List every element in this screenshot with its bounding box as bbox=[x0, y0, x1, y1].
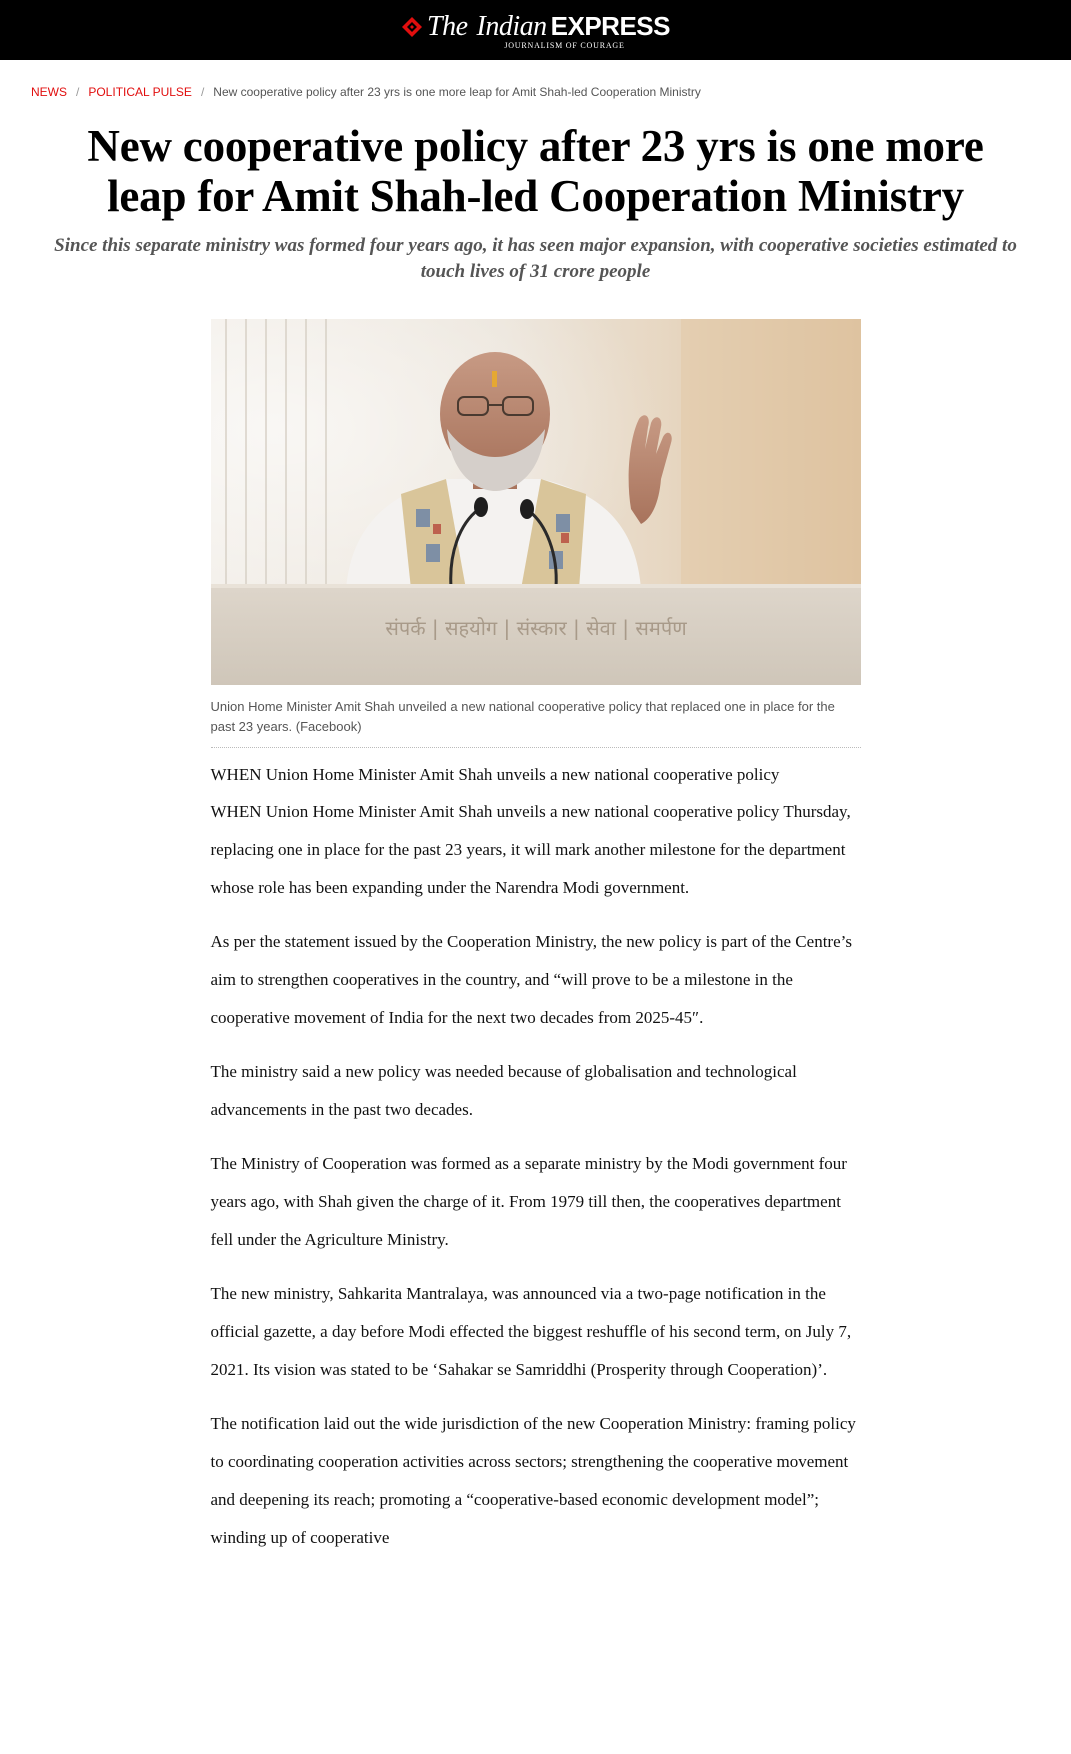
lead-line: WHEN Union Home Minister Amit Shah unveils a new national cooperative policy bbox=[210, 765, 780, 784]
logo-the: The bbox=[427, 10, 468, 42]
article-paragraph: The new ministry, Sahkarita Mantralaya, was announced via a two-page notification in the official gazette, a day before Modi effected the biggest reshuffle of his second term, on July 7, 2021. Its vision was stated to be ‘Sahakar se Samriddhi (Prosperity through Cooperation)’. bbox=[210, 1284, 852, 1379]
article-body bbox=[211, 748, 861, 1557]
site-logo[interactable] bbox=[401, 11, 670, 50]
breadcrumb-current: New cooperative policy after 23 yrs is one more leap for Amit Shah-led Cooperation Ministry bbox=[213, 85, 701, 99]
express-logo-icon bbox=[401, 16, 423, 38]
article-headline: New cooperative policy after 23 yrs is one more leap for Amit Shah-led Cooperation Ministry bbox=[87, 121, 984, 221]
logo-indian: Indian bbox=[476, 10, 547, 42]
logo-tagline: JOURNALISM OF COURAGE bbox=[504, 40, 625, 50]
site-header bbox=[0, 0, 1071, 60]
article-paragraph: WHEN Union Home Minister Amit Shah unveils a new national cooperative policy Thursday, replacing one in place for the past 23 years, it will mark another milestone for the department whose role has been expanding under the Narendra Modi government. bbox=[210, 802, 851, 897]
article-paragraph: The ministry said a new policy was needed because of globalisation and technological advancements in the past two decades. bbox=[210, 1062, 797, 1119]
breadcrumb-separator: / bbox=[76, 85, 80, 99]
breadcrumb-news[interactable]: NEWS bbox=[31, 85, 67, 99]
logo-wordmark bbox=[401, 11, 670, 43]
breadcrumb-separator: / bbox=[200, 85, 205, 99]
logo-express: EXPRESS bbox=[550, 11, 670, 41]
image-caption: Union Home Minister Amit Shah unveiled a new national cooperative policy that replaced one in place for the past 23 years. (Facebook) bbox=[211, 685, 861, 748]
lead-photo[interactable] bbox=[211, 319, 861, 685]
article-standfirst: Since this separate ministry was formed four years ago, it has seen major expansion, with cooperative societies estimated to touch lives of 31 crore people bbox=[54, 235, 1017, 282]
breadcrumb bbox=[0, 60, 1071, 106]
article-paragraph: The notification laid out the wide jurisdiction of the new Cooperation Ministry: framing policy to coordinating cooperation activities across sectors; strengthening the cooperative movement and deepening its reach; promoting a “cooperative-based economic development model”; winding up of cooperative bbox=[210, 1414, 856, 1547]
podium-text: संपर्क | सहयोग | संस्कार | सेवा | समर्पण bbox=[384, 616, 687, 640]
article-paragraph: As per the statement issued by the Cooperation Ministry, the new policy is part of the Centre’s aim to strengthen cooperatives in the country, and “will prove to be a milestone in the cooperative movement of India for the next two decades from 2025-45″. bbox=[210, 932, 852, 1027]
lead-figure bbox=[211, 319, 861, 748]
article-paragraph: The Ministry of Cooperation was formed as a separate ministry by the Modi government four years ago, with Shah given the charge of it. From 1979 till then, the cooperatives department fell under the Agriculture Ministry. bbox=[210, 1154, 847, 1249]
lead-photo-illustration bbox=[211, 319, 861, 685]
breadcrumb-political-pulse[interactable]: POLITICAL PULSE bbox=[88, 85, 192, 99]
